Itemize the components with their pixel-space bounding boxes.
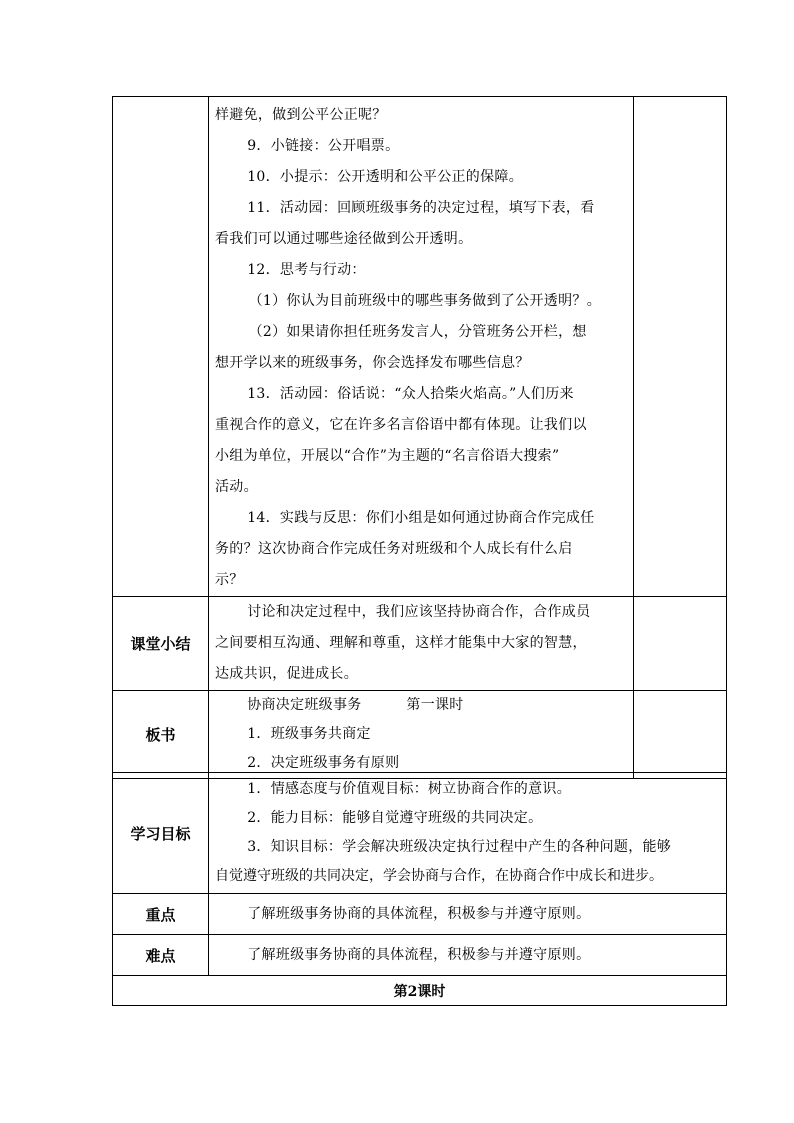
activity-line: 小组为单位，开展以“合作”为主题的“名言俗语大搜索” <box>215 448 560 464</box>
summary-row <box>113 597 727 691</box>
summary-line: 之间要相互沟通、理解和尊重，这样才能集中大家的智慧， <box>215 635 587 651</box>
activity-line: 11．活动园：回顾班级事务的决定过程，填写下表，看 <box>247 200 595 216</box>
lesson-plan-table-2 <box>112 772 727 1006</box>
activity-line: 想开学以来的班级事务，你会选择发布哪些信息？ <box>215 355 530 371</box>
difficult-label: 难点 <box>113 935 209 976</box>
summary-content <box>209 597 634 691</box>
activity-line: 14．实践与反思：你们小组是如何通过协商合作完成任 <box>247 510 595 526</box>
board-lesson: 第一课时 <box>406 697 464 713</box>
activity-line: 看我们可以通过哪些途径做到公开透明。 <box>215 231 473 247</box>
activity-line: 13．活动园：俗话说：“众人拾柴火焰高。”人们历来 <box>247 386 574 402</box>
lesson-plan-table-1 <box>112 96 727 779</box>
difficult-row <box>113 935 727 976</box>
summary-line: 达成共识，促进成长。 <box>215 666 358 682</box>
difficult-text: 了解班级事务协商的具体流程，积极参与并遵守原则。 <box>247 946 591 963</box>
activities-row <box>113 97 727 597</box>
activity-line: 10．小提示：公开透明和公平公正的保障。 <box>247 169 524 185</box>
board-row <box>113 691 727 779</box>
summary-notes-cell <box>634 597 727 691</box>
activities-notes-cell <box>634 97 727 597</box>
activity-line: 样避免，做到公平公正呢？ <box>215 107 387 123</box>
board-content <box>209 691 634 779</box>
goal-line: 1．情感态度与价值观目标：树立协商合作的意识。 <box>247 781 571 797</box>
activity-line: 重视合作的意义，它在许多名言俗语中都有体现。让我们以 <box>215 417 587 433</box>
key-row <box>113 894 727 935</box>
difficult-content <box>209 935 727 976</box>
goal-line: 3．知识目标：学会解决班级决定执行过程中产生的各种问题，能够 <box>247 839 672 855</box>
board-item: 2．决定班级事务有原则 <box>247 755 400 771</box>
activity-line: 务的？这次协商合作完成任务对班级和个人成长有什么启 <box>215 541 573 557</box>
activity-line: 示？ <box>215 572 244 588</box>
board-heading <box>215 691 629 720</box>
activities-content <box>209 97 634 597</box>
summary-line: 讨论和决定过程中，我们应该坚持协商合作，合作成员 <box>247 604 591 620</box>
board-item: 1．班级事务共商定 <box>247 726 371 742</box>
board-label: 板书 <box>113 691 209 779</box>
key-label: 重点 <box>113 894 209 935</box>
goal-line: 2．能力目标：能够自觉遵守班级的共同决定。 <box>247 810 543 826</box>
board-title: 协商决定班级事务 <box>247 697 362 713</box>
goals-content <box>209 773 727 894</box>
key-content <box>209 894 727 935</box>
activity-line: 9．小链接：公开唱票。 <box>247 138 400 154</box>
summary-label: 课堂小结 <box>113 597 209 691</box>
activity-line: 活动。 <box>215 479 258 495</box>
activity-line: 12．思考与行动： <box>247 262 366 278</box>
activity-line: （2）如果请你担任班务发言人，分管班务公开栏，想 <box>248 324 587 340</box>
goals-row <box>113 773 727 894</box>
lesson-title: 第2课时 <box>113 976 727 1006</box>
goals-label: 学习目标 <box>113 773 209 894</box>
goal-line: 自觉遵守班级的共同决定，学会协商与合作，在协商合作中成长和进步。 <box>215 868 663 884</box>
key-text: 了解班级事务协商的具体流程，积极参与并遵守原则。 <box>247 905 591 922</box>
activity-line: （1）你认为目前班级中的哪些事务做到了公开透明？。 <box>248 293 601 309</box>
board-notes-cell <box>634 691 727 779</box>
lesson-title-row <box>113 976 727 1006</box>
activities-label-cell <box>113 97 209 597</box>
